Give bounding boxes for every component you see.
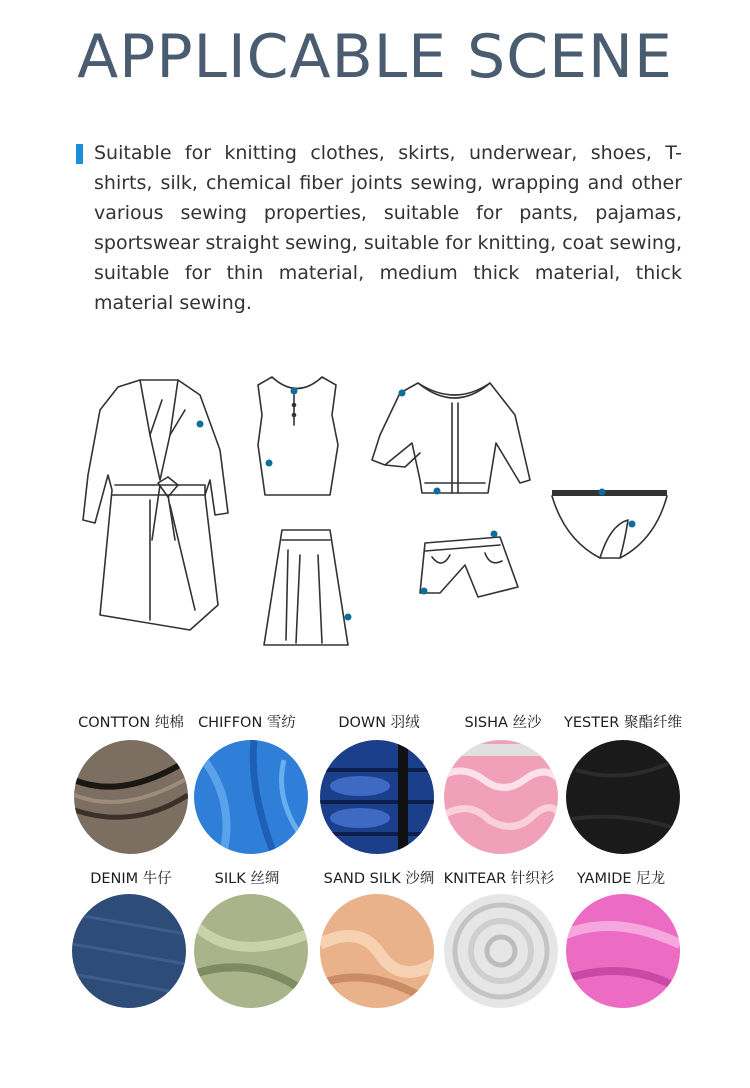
skirt-drawing: [264, 530, 348, 645]
fabric-label: SAND SILK 沙绸: [323, 871, 435, 887]
description-text: Suitable for knitting clothes, skirts, underwear, shoes, T-shirts, silk, chemical fiber joints sewing, wrapping and other various sewing properties, suitable for pants, pajamas, sportswear straight sewing, suitable for knitting, coat sewing, suitable for thin material, medium thick material, thick material sewing.: [94, 142, 682, 314]
sleeveless-top-drawing: [258, 377, 338, 495]
stitch-point: [197, 421, 204, 428]
fabric-swatch-chiffon: [194, 740, 308, 854]
fabric-label: SILK 丝绸: [214, 871, 280, 887]
underwear-drawing: [552, 490, 667, 558]
fabric-label: CHIFFON 雪纺: [198, 715, 296, 731]
fabric-label: YESTER 聚酯纤维: [564, 715, 682, 731]
page-title: APPLICABLE SCENE: [77, 22, 673, 92]
fabric-label: CONTTON 纯棉: [78, 715, 184, 731]
fabric-swatch-polyester: [566, 740, 680, 854]
accent-bar: [76, 144, 83, 164]
fabric-label: SISHA 丝沙: [464, 715, 542, 731]
trench-coat-drawing: [83, 380, 228, 630]
fabric-swatch-cotton: [74, 740, 188, 854]
fabric-label: DENIM 牛仔: [90, 871, 172, 887]
garment-illustrations: [0, 355, 750, 675]
fabric-swatch-nylon: [566, 894, 680, 1008]
fabric-swatch-sand-silk: [320, 894, 434, 1008]
fabric-label: KNITEAR 针织衫: [443, 871, 555, 887]
cardigan-drawing: [372, 383, 530, 493]
shorts-drawing: [420, 537, 518, 597]
fabric-label: DOWN 羽绒: [338, 715, 420, 731]
fabric-label: YAMIDE 尼龙: [576, 871, 666, 887]
fabric-swatch-down: [320, 740, 434, 854]
fabric-swatch-denim: [72, 894, 186, 1008]
fabric-swatch-sisha: [444, 740, 558, 854]
fabric-swatch-silk: [194, 894, 308, 1008]
fabric-swatch-knitwear: [444, 894, 558, 1008]
